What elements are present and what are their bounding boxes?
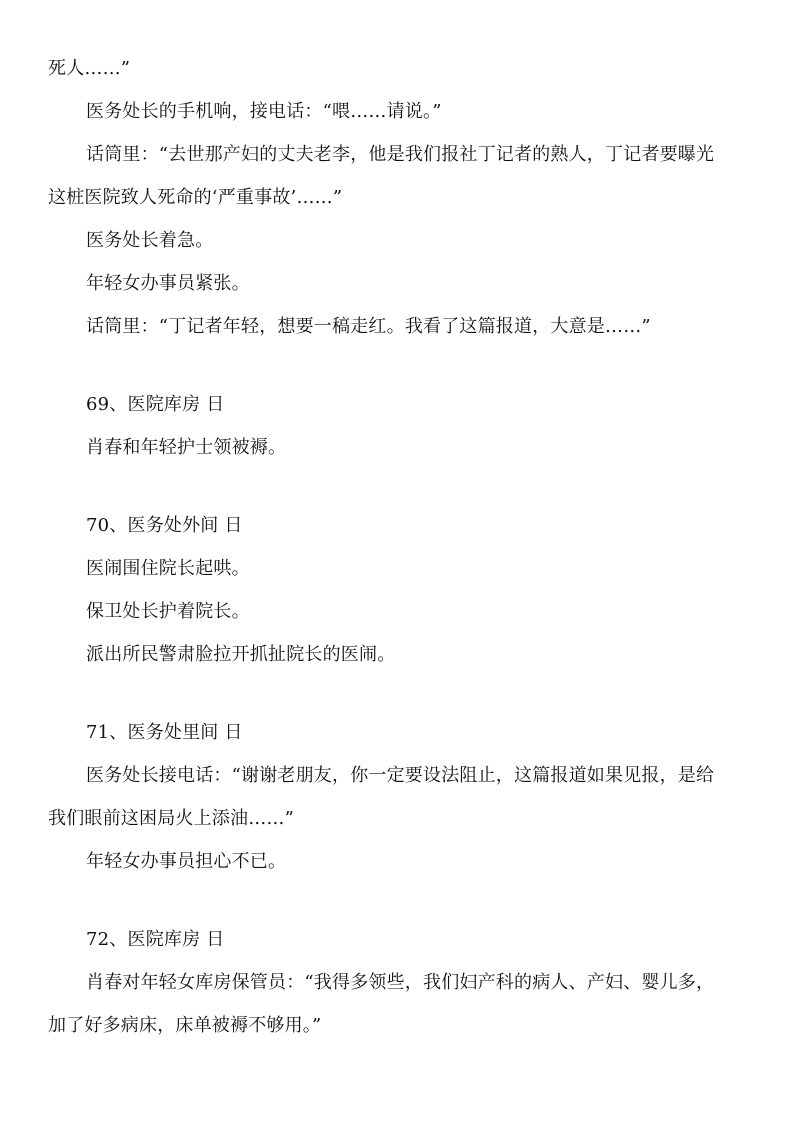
text-line: 医务处长着急。 [86, 230, 214, 251]
text-line: 我们眼前这困局火上添油……” [48, 808, 295, 829]
text-line: 派出所民警肃脸拉开抓扯院长的医闹。 [86, 644, 396, 665]
text-line: 肖春对年轻女库房保管员：“我得多领些，我们妇产科的病人、产妇、婴儿多， [86, 972, 715, 993]
text-line: 这桩医院致人死命的‘严重事故’……” [48, 187, 343, 208]
text-line: 年轻女办事员担心不已。 [86, 851, 287, 872]
text-line: 话筒里：“丁记者年轻，想要一稿走红。我看了这篇报道，大意是……” [86, 316, 651, 337]
text-line: 肖春和年轻护士领被褥。 [86, 437, 287, 458]
scene-heading: 69、医院库房 日 [86, 394, 225, 415]
text-line: 医务处长的手机响，接电话：“喂……请说。” [86, 101, 442, 122]
text-line: 保卫处长护着院长。 [86, 601, 250, 622]
text-line: 加了好多病床，床单被褥不够用。” [48, 1015, 322, 1036]
text-line: 话筒里：“去世那产妇的丈夫老李，他是我们报社丁记者的熟人，丁记者要曝光 [86, 144, 715, 165]
scene-heading: 70、医务处外间 日 [86, 515, 243, 536]
text-line: 年轻女办事员紧张。 [86, 273, 250, 294]
scene-heading: 71、医务处里间 日 [86, 722, 243, 743]
text-line: 医闹围住院长起哄。 [86, 558, 250, 579]
text-line: 死人……” [48, 58, 131, 79]
text-line: 医务处长接电话：“谢谢老朋友，你一定要设法阻止，这篇报道如果见报，是给 [86, 765, 715, 786]
scene-heading: 72、医院库房 日 [86, 929, 225, 950]
